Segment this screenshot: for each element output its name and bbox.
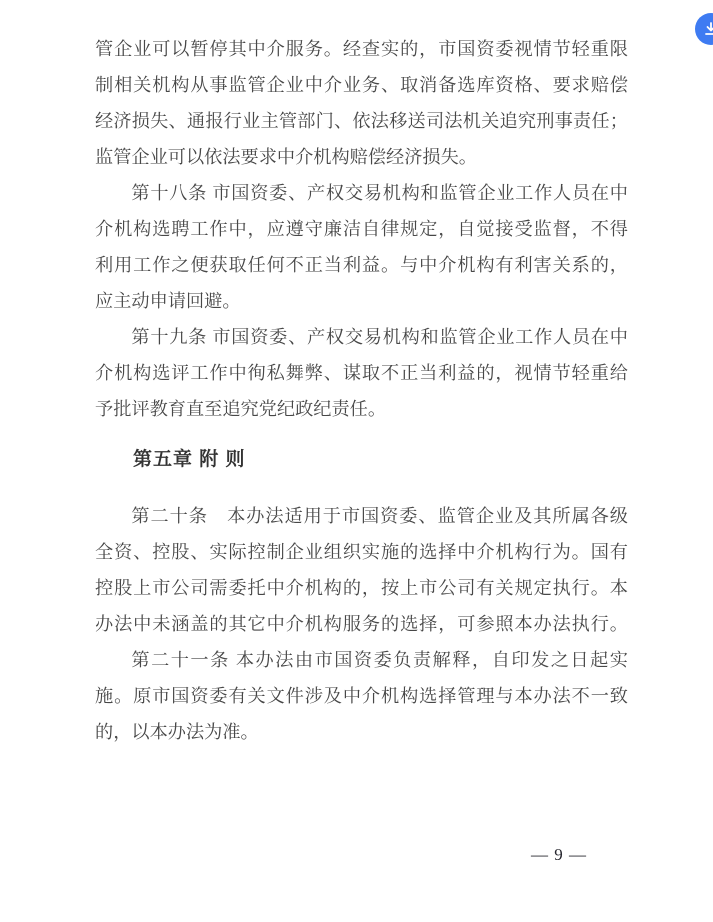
paragraph bbox=[95, 319, 628, 427]
text-line: 予批评教育直至追究党纪政纪责任。 bbox=[95, 399, 387, 419]
text-line: 监管企业可以依法要求中介机构赔偿经济损失。 bbox=[95, 147, 477, 167]
text-line: 经济损失、通报行业主管部门、依法移送司法机关追究刑事责任； bbox=[95, 111, 628, 131]
text-line: 控股上市公司需委托中介机构的，按上市公司有关规定执行。本 bbox=[95, 578, 628, 598]
text-line: 施。原市国资委有关文件涉及中介机构选择管理与本办法不一致 bbox=[95, 686, 628, 706]
text-line: 利用工作之便获取任何不正当利益。与中介机构有利害关系的， bbox=[95, 255, 628, 275]
text-line: 应主动申请回避。 bbox=[95, 291, 241, 311]
text-line: 第二十一条 本办法由市国资委负责解释，自印发之日起实 bbox=[131, 650, 628, 670]
text-line: 第二十条 本办法适用于市国资委、监管企业及其所属各级 bbox=[131, 506, 628, 526]
floating-action-button[interactable] bbox=[695, 13, 713, 45]
section-heading: 第五章 附 则 bbox=[133, 449, 246, 470]
text-line: 制相关机构从事监管企业中介业务、取消备选库资格、要求赔偿 bbox=[95, 75, 628, 95]
paragraph bbox=[95, 642, 628, 750]
page-number: — 9 — bbox=[531, 845, 587, 864]
text-line: 的，以本办法为准。 bbox=[95, 722, 259, 742]
download-icon bbox=[703, 21, 713, 37]
text-line: 办法中未涵盖的其它中介机构服务的选择，可参照本办法执行。 bbox=[95, 614, 628, 634]
text-line: 第十八条 市国资委、产权交易机构和监管企业工作人员在中 bbox=[131, 183, 628, 203]
paragraph bbox=[95, 31, 628, 175]
text-line: 介机构选评工作中徇私舞弊、谋取不正当利益的，视情节轻重给 bbox=[95, 363, 628, 383]
text-line: 管企业可以暂停其中介服务。经查实的，市国资委视情节轻重限 bbox=[95, 39, 628, 59]
text-line: 介机构选聘工作中，应遵守廉洁自律规定，自觉接受监督，不得 bbox=[95, 219, 628, 239]
document-body bbox=[95, 31, 628, 750]
text-line: 全资、控股、实际控制企业组织实施的选择中介机构行为。国有 bbox=[95, 542, 628, 562]
text-line: 第十九条 市国资委、产权交易机构和监管企业工作人员在中 bbox=[131, 327, 628, 347]
paragraph bbox=[95, 175, 628, 319]
paragraph bbox=[95, 498, 628, 642]
